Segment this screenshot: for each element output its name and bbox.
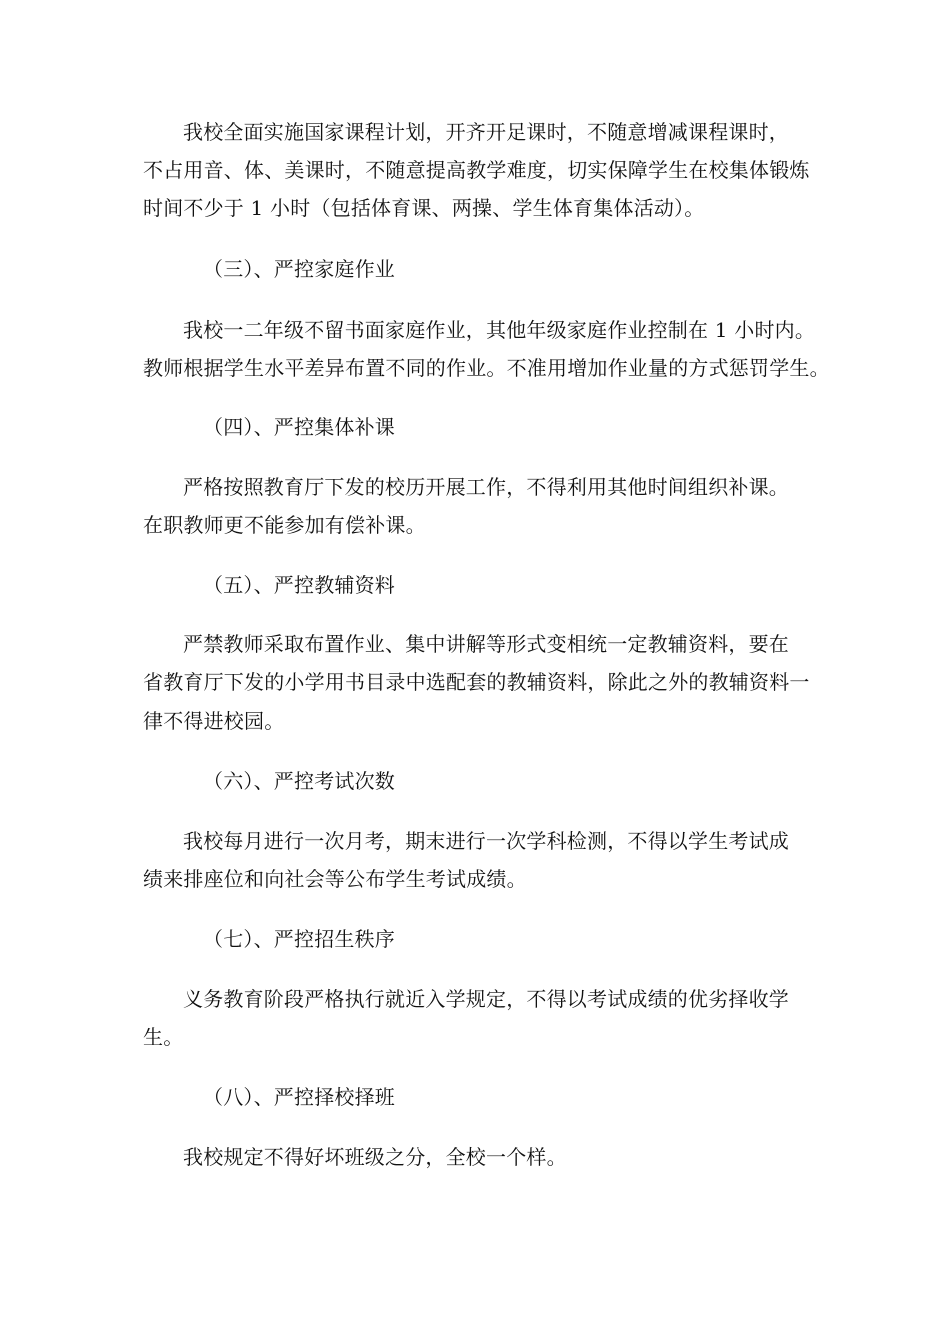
paragraph-3-line-2: 在职教师更不能参加有偿补课。	[143, 513, 426, 537]
section-heading-4: （四）、严控集体补课	[203, 415, 395, 439]
section-heading-8: （八）、严控择校择班	[203, 1085, 395, 1109]
paragraph-1-line-2: 不占用音、体、美课时，不随意提高教学难度，切实保障学生在校集体锻炼	[143, 158, 810, 182]
section-heading-7: （七）、严控招生秩序	[203, 927, 395, 951]
paragraph-6-line-1: 义务教育阶段严格执行就近入学规定，不得以考试成绩的优劣择收学	[183, 987, 789, 1011]
paragraph-4-line-3: 律不得进校园。	[143, 709, 285, 733]
paragraph-1-line-1: 我校全面实施国家课程计划，开齐开足课时，不随意增减课程课时，	[183, 120, 789, 144]
paragraph-1-line-3: 时间不少于 1 小时（包括体育课、两操、学生体育集体活动）。	[143, 196, 705, 220]
paragraph-7-line-1: 我校规定不得好坏班级之分，全校一个样。	[183, 1145, 567, 1169]
section-heading-3: （三）、严控家庭作业	[203, 257, 395, 281]
paragraph-6-line-2: 生。	[143, 1025, 184, 1049]
paragraph-5-line-2: 绩来排座位和向社会等公布学生考试成绩。	[143, 867, 527, 891]
paragraph-2-line-2: 教师根据学生水平差异布置不同的作业。不准用增加作业量的方式惩罚学生。	[143, 356, 830, 380]
paragraph-4-line-2: 省教育厅下发的小学用书目录中选配套的教辅资料，除此之外的教辅资料一	[143, 670, 810, 694]
section-heading-6: （六）、严控考试次数	[203, 769, 395, 793]
section-heading-5: （五）、严控教辅资料	[203, 573, 395, 597]
paragraph-5-line-1: 我校每月进行一次月考，期末进行一次学科检测，不得以学生考试成	[183, 829, 789, 853]
paragraph-4-line-1: 严禁教师采取布置作业、集中讲解等形式变相统一定教辅资料，要在	[183, 632, 789, 656]
paragraph-2-line-1: 我校一二年级不留书面家庭作业，其他年级家庭作业控制在 1 小时内。	[183, 318, 816, 342]
paragraph-3-line-1: 严格按照教育厅下发的校历开展工作，不得利用其他时间组织补课。	[183, 475, 789, 499]
